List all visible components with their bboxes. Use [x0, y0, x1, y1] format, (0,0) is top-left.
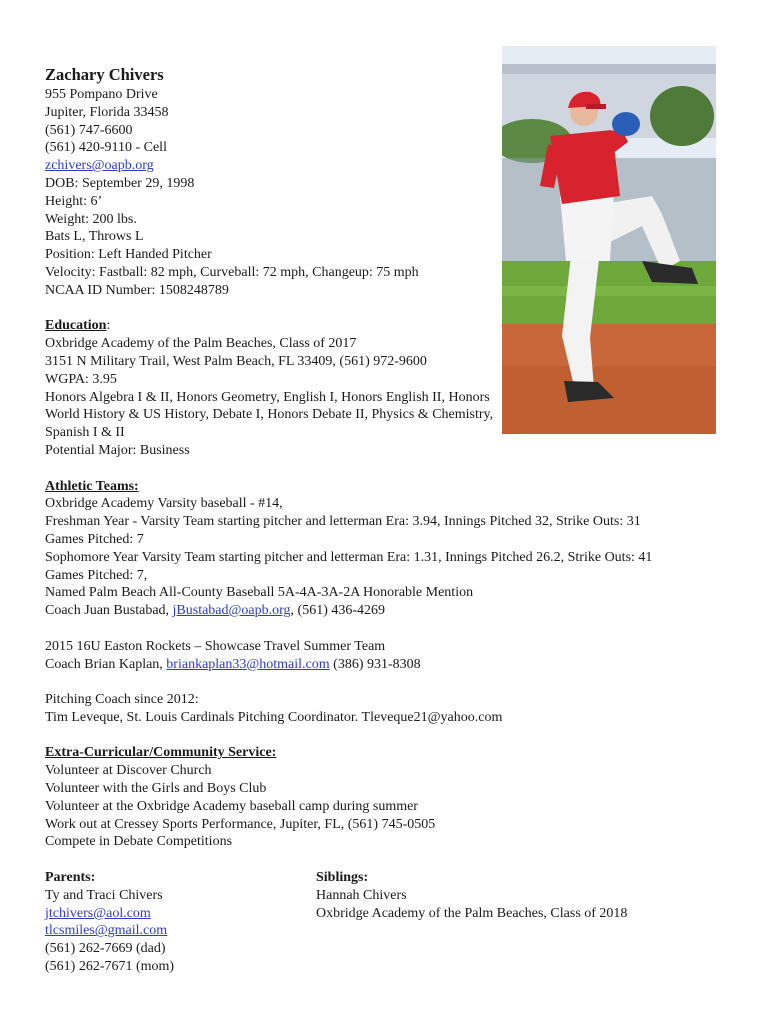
parents-heading: Parents:	[45, 870, 96, 886]
home-phone: (561) 747-6600	[45, 122, 133, 138]
potential-major: Potential Major: Business	[45, 442, 190, 458]
phone-dad: (561) 262-7669 (dad)	[45, 941, 166, 957]
position: Position: Left Handed Pitcher	[45, 247, 212, 263]
person-name: Zachary Chivers	[45, 65, 164, 84]
athletics-heading: Athletic Teams:	[45, 478, 139, 494]
velocity: Velocity: Fastball: 82 mph, Curveball: 72 mph, Changeup: 75 mph	[45, 264, 419, 280]
address-city: Jupiter, Florida 33458	[45, 104, 169, 120]
bats-throws: Bats L, Throws L	[45, 229, 144, 245]
coach2-phone: (386) 931-8308	[329, 656, 421, 672]
address-street: 955 Pompano Drive	[45, 87, 158, 102]
parent-email-link-1[interactable]: jtchivers@aol.com	[45, 905, 151, 921]
siblings-heading: Siblings:	[316, 870, 369, 886]
gpa: WGPA: 3.95	[45, 371, 117, 387]
email-link[interactable]: zchivers@oapb.org	[45, 158, 154, 174]
siblings-column	[316, 869, 716, 976]
extracurricular-item: Work out at Cressey Sports Performance, Jupiter, FL, (561) 745-0505	[45, 816, 436, 832]
family-section	[45, 869, 745, 976]
extracurricular-item: Volunteer at Discover Church	[45, 763, 212, 779]
athletic-line: Games Pitched: 7	[45, 531, 144, 547]
parents-column	[45, 869, 316, 976]
school-address: 3151 N Military Trail, West Palm Beach, FL 33409, (561) 972-9600	[45, 353, 427, 369]
athletic-line: Named Palm Beach All-County Baseball 5A-4A-3A-2A Honorable Mention	[45, 585, 474, 601]
school: Oxbridge Academy of the Palm Beaches, Class of 2017	[45, 336, 357, 352]
athletic-line: Freshman Year - Varsity Team starting pitcher and letterman Era: 3.94, Innings Pitched 32, Strike Outs: 31	[45, 514, 641, 530]
coach2-email-link[interactable]: briankaplan33@hotmail.com	[166, 656, 330, 672]
athletic-line: Games Pitched: 7,	[45, 567, 148, 583]
courses: Honors Algebra I & II, Honors Geometry, English I, Honors English II, Honors World History & US History, Debate I, Honors Debate II, Physics & Chemistry, Spanish I & II	[45, 389, 494, 441]
weight: Weight: 200 lbs.	[45, 211, 137, 227]
extracurricular-item: Compete in Debate Competitions	[45, 834, 233, 850]
coach2-name: Coach Brian Kaplan,	[45, 656, 167, 672]
extracurricular-item: Volunteer with the Girls and Boys Club	[45, 781, 267, 797]
sibling-school: Oxbridge Academy of the Palm Beaches, Class of 2018	[316, 905, 628, 921]
pitching-coach: Tim Leveque, St. Louis Cardinals Pitching Coordinator. Tleveque21@yahoo.com	[45, 709, 503, 725]
education-colon: :	[106, 318, 111, 334]
cell-phone: (561) 420-9110 - Cell	[45, 140, 167, 156]
travel-team: 2015 16U Easton Rockets – Showcase Travel Summer Team	[45, 638, 386, 654]
parents-names: Ty and Traci Chivers	[45, 887, 163, 903]
coach1-phone: , (561) 436-4269	[290, 603, 386, 619]
coach1-email-link[interactable]: jBustabad@oapb.org	[172, 603, 291, 619]
extracurricular-item: Volunteer at the Oxbridge Academy baseball camp during summer	[45, 798, 418, 814]
education-heading: Education	[45, 318, 107, 334]
coach2-row	[45, 656, 745, 674]
coach1-name: Coach Juan Bustabad,	[45, 603, 173, 619]
phone-mom: (561) 262-7671 (mom)	[45, 959, 175, 975]
ncaa-id: NCAA ID Number: 1508248789	[45, 282, 229, 298]
pitcher-photo	[502, 46, 716, 434]
parent-email-link-2[interactable]: tlcsmiles@gmail.com	[45, 923, 168, 939]
sibling-name: Hannah Chivers	[316, 887, 407, 903]
extracurricular-heading: Extra-Curricular/Community Service:	[45, 745, 277, 761]
height: Height: 6’	[45, 193, 103, 209]
coach1-row	[45, 602, 745, 620]
dob: DOB: September 29, 1998	[45, 175, 195, 191]
pitcher-photo-illustration	[502, 46, 716, 434]
athletic-line: Oxbridge Academy Varsity baseball - #14,	[45, 496, 283, 512]
athletic-line: Sophomore Year Varsity Team starting pitcher and letterman Era: 1.31, Innings Pitched 26.2, Strike Outs: 41	[45, 549, 653, 565]
pitching-coach-since: Pitching Coach since 2012:	[45, 692, 199, 708]
